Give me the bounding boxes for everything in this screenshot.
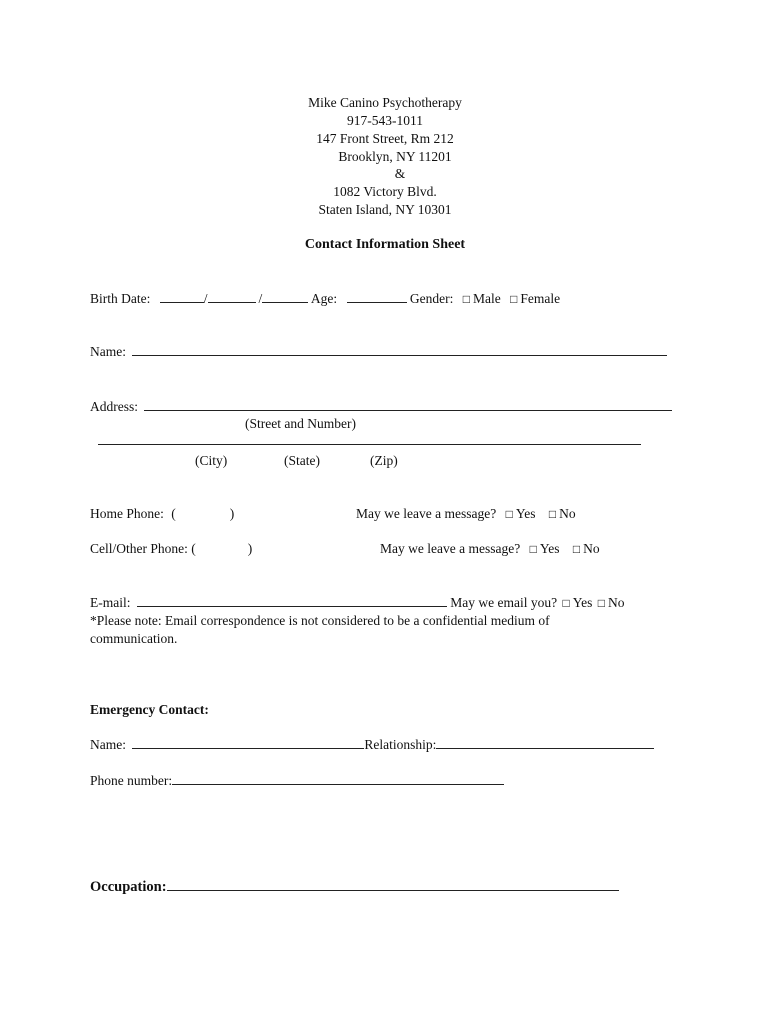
- birth-date-label: Birth Date:: [90, 291, 151, 306]
- home-phone-row: [90, 505, 234, 523]
- state-caption: (State): [284, 453, 320, 468]
- zip-caption: (Zip): [370, 453, 398, 468]
- male-checkbox[interactable]: □: [462, 292, 471, 306]
- emergency-name-field[interactable]: [132, 736, 364, 749]
- home-phone-label: Home Phone:: [90, 506, 164, 521]
- cell-phone-row: [90, 540, 252, 558]
- home-message-no-checkbox[interactable]: □: [548, 507, 557, 521]
- male-label: Male: [473, 291, 501, 306]
- yes-label: Yes: [515, 506, 536, 521]
- name-field[interactable]: [132, 343, 667, 356]
- street-caption: (Street and Number): [245, 416, 356, 431]
- email-label: E-mail:: [90, 595, 131, 610]
- birth-day-field[interactable]: [208, 290, 256, 303]
- email-no-checkbox[interactable]: □: [597, 596, 605, 610]
- phone-number-label: Phone number:: [90, 773, 173, 788]
- address-row: [90, 398, 672, 416]
- address-2-street: 1082 Victory Blvd.: [333, 184, 437, 199]
- cell-message-no-checkbox[interactable]: □: [572, 542, 581, 556]
- street-field[interactable]: [144, 398, 672, 411]
- address-label: Address:: [90, 399, 138, 414]
- cell-message-row: [380, 540, 600, 558]
- age-label: Age:: [310, 291, 338, 306]
- email-note-line-1: *Please note: Email correspondence is not considered to be a confidential medium of: [90, 613, 550, 628]
- cell-phone-label: Cell/Other Phone:: [90, 541, 188, 556]
- birth-age-gender-row: [90, 290, 560, 308]
- city-caption: (City): [195, 453, 228, 468]
- birth-month-field[interactable]: [160, 290, 204, 303]
- paren-open: (: [191, 541, 196, 556]
- no-label: No: [583, 541, 600, 556]
- female-label: Female: [520, 291, 561, 306]
- home-message-row: [356, 505, 576, 523]
- gender-label: Gender:: [409, 291, 454, 306]
- yes-label: Yes: [539, 541, 560, 556]
- address-2-city: Staten Island, NY 10301: [318, 202, 452, 217]
- date-separator: /: [203, 291, 208, 306]
- message-question: May we leave a message?: [380, 541, 521, 556]
- email-row: [90, 594, 625, 612]
- occupation-label: Occupation:: [90, 879, 167, 895]
- address-separator: &: [394, 166, 406, 181]
- email-yes-checkbox[interactable]: □: [562, 596, 570, 610]
- emergency-phone-field[interactable]: [172, 772, 504, 785]
- practice-phone: 917-543-1011: [347, 113, 423, 128]
- date-separator: /: [258, 291, 263, 306]
- cell-message-yes-checkbox[interactable]: □: [529, 542, 537, 556]
- emergency-phone-row: [90, 772, 504, 790]
- email-note-line-2: communication.: [90, 631, 178, 646]
- no-label: No: [608, 595, 625, 610]
- home-message-yes-checkbox[interactable]: □: [505, 507, 513, 521]
- paren-open: (: [171, 506, 176, 521]
- paren-close: ): [247, 541, 253, 556]
- address-1-street: 147 Front Street, Rm 212: [316, 131, 454, 146]
- address-1-city: Brooklyn, NY 11201: [338, 149, 452, 164]
- emergency-name-label: Name:: [90, 737, 126, 752]
- emergency-name-row: [90, 736, 654, 754]
- yes-label: Yes: [572, 595, 593, 610]
- name-row: [90, 343, 667, 361]
- form-title: Contact Information Sheet: [304, 237, 466, 252]
- no-label: No: [559, 506, 576, 521]
- practice-name: Mike Canino Psychotherapy: [308, 95, 462, 110]
- message-question: May we leave a message?: [356, 506, 497, 521]
- relationship-label: Relationship:: [364, 737, 437, 752]
- city-state-zip-row: [98, 432, 641, 450]
- female-checkbox[interactable]: □: [510, 292, 518, 306]
- email-field[interactable]: [137, 594, 447, 607]
- occupation-field[interactable]: [167, 878, 619, 891]
- birth-year-field[interactable]: [262, 290, 308, 303]
- email-question: May we email you?: [450, 595, 558, 610]
- occupation-row: [90, 878, 619, 896]
- age-field[interactable]: [347, 290, 407, 303]
- city-state-zip-field[interactable]: [98, 432, 641, 445]
- emergency-contact-heading: Emergency Contact:: [90, 702, 209, 717]
- relationship-field[interactable]: [436, 736, 654, 749]
- paren-close: ): [229, 506, 235, 521]
- name-label: Name:: [90, 344, 126, 359]
